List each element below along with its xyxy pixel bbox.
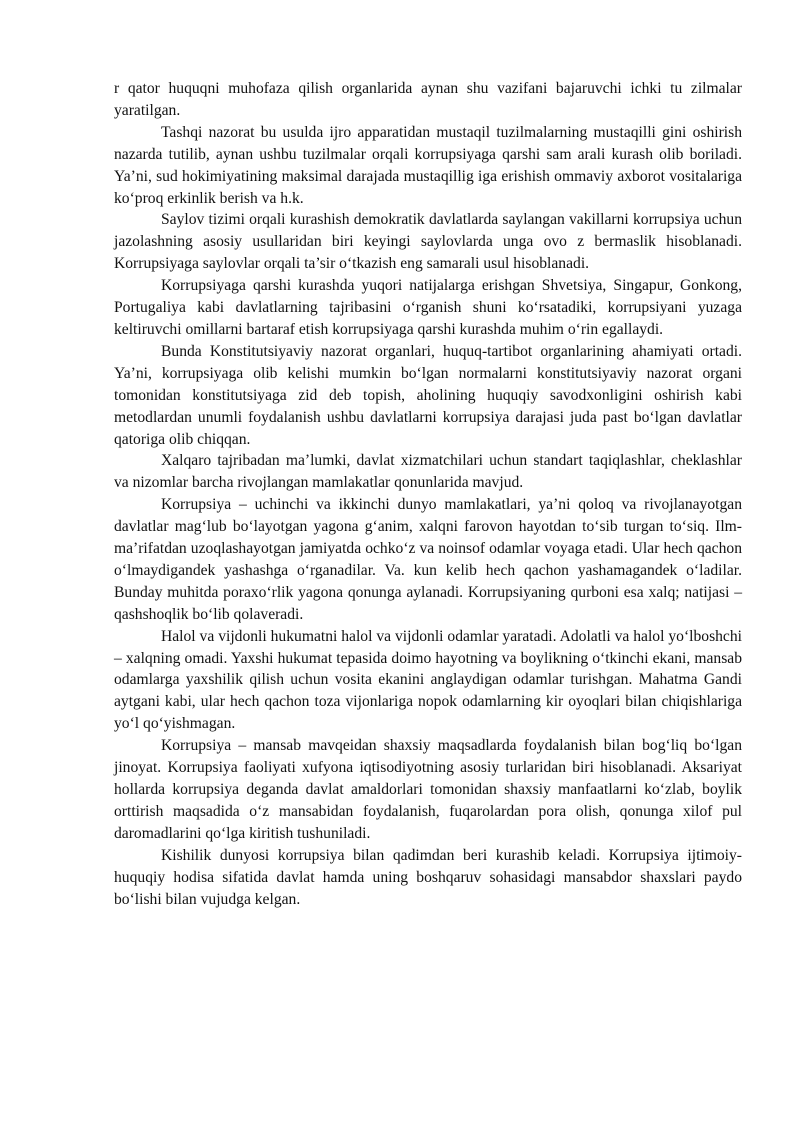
document-page bbox=[114, 78, 742, 910]
paragraph-constitutional-control: Bunda Konstitutsiyaviy nazorat organlari, huquq-tartibot organlarining ahamiyati ortadi. Ya’ni, korrupsiyaga olib kelishi mumkin bo‘lgan normalarni konstitutsiyaviy nazorat organi tomonidan konstitutsiyaga zid deb topish, aholining huquqiy savodxonligini oshirish kabi metodlardan unumli foydalanish ushbu davlatlarni korrupsiya darajasi juda past bo‘lgan davlatlar qatoriga olib chiqqan. bbox=[114, 342, 742, 448]
paragraph-international-experience: Xalqaro tajribadan ma’lumki, davlat xizmatchilari uchun standart taqiqlashlar, cheklashlar va nizomlar barcha rivojlangan mamlakatlar qonunlarida mavjud. bbox=[114, 452, 742, 492]
paragraph-developing-countries: Korrupsiya – uchinchi va ikkinchi dunyo mamlakatlari, ya’ni qoloq va rivojlanayotgan davlatlar mag‘lub bo‘layotgan yagona g‘anim, xalqni farovon hayotdan to‘sib turgan to‘siq. Ilm-ma’rifatdan uzoqlashayotgan jamiyatda ochko‘z va noinsof odamlar voyaga etadi. Ular hech qachon o‘lmaydigandek yashashga o‘rganadilar. Va. kun kelib hech qachon yashamagandek o‘ladilar. Bunday muhitda poraxo‘rlik yagona qonunga aylanadi. Korrupsiyaning qurboni esa xalq; natijasi – qashshoqlik bo‘lib qolaveradi. bbox=[114, 496, 742, 623]
paragraph-foreign-experience: Korrupsiyaga qarshi kurashda yuqori natijalarga erishgan Shvetsiya, Singapur, Gonkong, Portugaliya kabi davlatlarning tajribasini o‘rganish shuni ko‘rsatadiki, korrupsiyani yuzaga keltiruvchi omillarni bartaraf etish korrupsiyaga qarshi kurashda muhim o‘rin egallaydi. bbox=[114, 277, 742, 338]
paragraph-electoral-system: Saylov tizimi orqali kurashish demokratik davlatlarda saylangan vakillarni korrupsiya uchun jazolashning asosiy usullaridan biri keyingi saylovlarda unga ovo z bermaslik hisoblanadi. Korrupsiyaga saylovlar orqali ta’sir o‘tkazish eng samarali usul hisoblanadi. bbox=[114, 211, 742, 273]
paragraph-honest-government: Halol va vijdonli hukumatni halol va vijdonli odamlar yaratadi. Adolatli va halol yo‘lboshchi – xalqning omadi. Yaxshi hukumat tepasida doimo hayotning va boylikning o‘tkinchi ekani, mansab odamlarga yaxshilik qilish uchun vosita ekanini anglaydigan odamlar turishgan. Mahatma Gandi aytgani kabi, ular hech qachon toza vijonlariga nopok odamlarning kir oyoqlari bilan chiqishlariga yo‘l qo‘yishmagan. bbox=[114, 627, 742, 733]
paragraph-external-control: Tashqi nazorat bu usulda ijro apparatidan mustaqil tuzilmalarning mustaqilli gini oshirish nazarda tutilib, aynan ushbu tuzilmalar orqali korrupsiyaga qarshi sam arali kurash olib boriladi. Ya’ni, sud hokimiyatining maksimal darajada mustaqillig iga erishish ommaviy axborot vositalariga ko‘proq erkinlik berish va h.k. bbox=[114, 123, 742, 207]
paragraph-continuation: r qator huquqni muhofaza qilish organlarida aynan shu vazifani bajaruvchi ichki tu zilmalar yaratilgan. bbox=[114, 80, 742, 119]
paragraph-corruption-definition: Korrupsiya – mansab mavqeidan shaxsiy maqsadlarda foydalanish bilan bog‘liq bo‘lgan jinoyat. Korrupsiya faoliyati xufyona iqtisodiyotning asosiy turlaridan biri hisoblanadi. Aksariyat hollarda korrupsiya deganda davlat amaldorlari tomonidan shaxsiy manfaatlarni ko‘zlab, boylik orttirish maqsadida o‘z mansabidan foydalanish, fuqarolardan pora olish, qonunga xilof pul daromadlarini qo‘lga kiritish tushuniladi. bbox=[114, 737, 742, 842]
paragraph-historical-struggle: Kishilik dunyosi korrupsiya bilan qadimdan beri kurashib keladi. Korrupsiya ijtimoiy-huquqiy hodisa sifatida davlat hamda uning boshqaruv sohasidagi mansabdor shaxslari paydo bo‘lishi bilan vujudga kelgan. bbox=[114, 846, 742, 908]
